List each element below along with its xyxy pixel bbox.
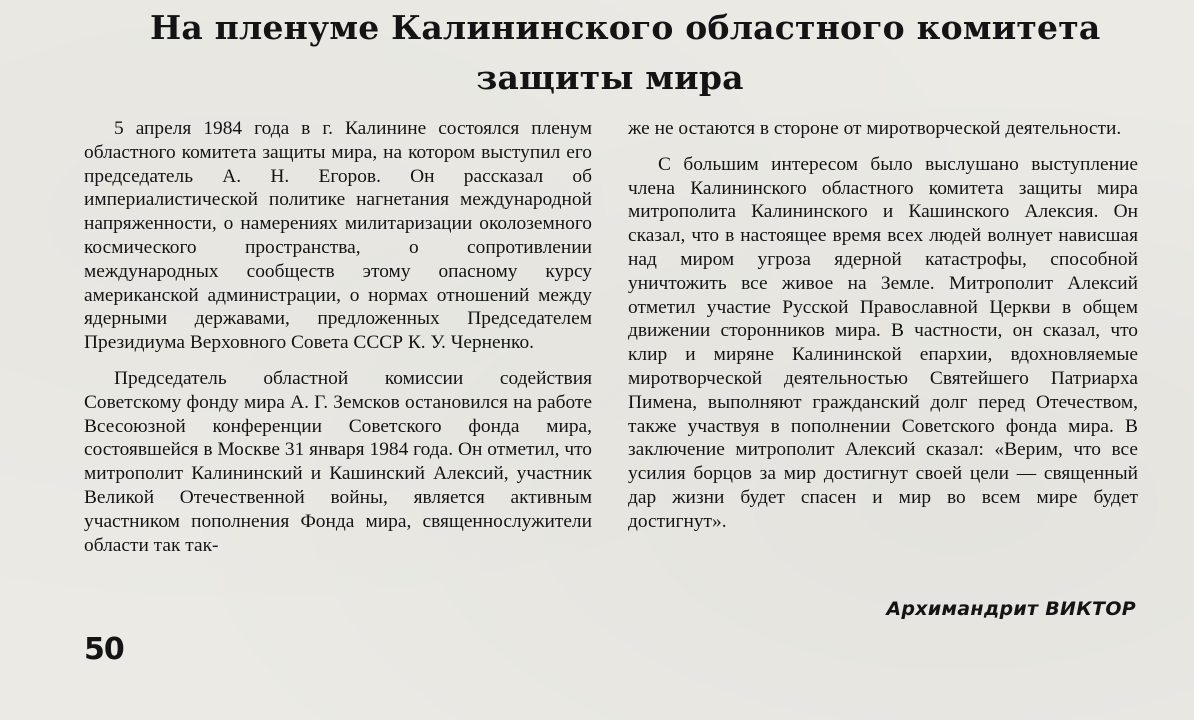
- author-signature: Архимандрит ВИКТОР: [886, 598, 1136, 620]
- paragraph-plenum-report: 5 апреля 1984 года в г. Калинине состоялся пленум областного комитета защиты мира, на котором выступил его председатель А. Н. Егоров. Он рассказал об империалистической политике нагнетания международной напряженности, о намерениях милитаризации околоземного космического пространства, о сопротивлении международных сообществ этому опасному курсу американской администрации, о нормах отношений между ядерными державами, предложенных Председателем Президиума Верховного Совета СССР К. У. Черненко.: [84, 118, 592, 354]
- paragraph-continuation: же не остаются в стороне от миротворческой деятельности.: [628, 118, 1122, 139]
- paragraph-zemskov-report: Председатель областной комиссии содействия Советскому фонду мира А. Г. Земсков остановился на работе Всесоюзной конференции Советского фонда мира, состоявшейся в Москве 31 января 1984 года. Он отметил, что митрополит Калининский и Кашинский Алексий, участник Великой Отечественной войны, является активным участником пополнения Фонда мира, священнослужители области так так-: [84, 367, 592, 556]
- left-column: [84, 117, 592, 557]
- right-column: [628, 117, 1138, 534]
- paragraph-metropolitan-speech: С большим интересом было выслушано выступление члена Калининского областного комитета защиты мира митрополита Калининского и Кашинского Алексия. Он сказал, что в настоящее время всех людей волнует нависшая над миром угроза ядерной катастрофы, способной уничтожить все живое на Земле. Митрополит Алексий отметил участие Русской Православной Церкви в общем движении сторонников мира. В частности, он сказал, что клир и миряне Калининской епархии, вдохновляемые миротворческой деятельностью Святейшего Патриарха Пимена, выполняют гражданский долг перед Отечеством, также участвуя в пополнении Советского фонда мира. В заключение митрополит Алексий сказал: «Верим, что все усилия борцов за мир достигнут своей цели — священный дар жизни будет спасен и мир во всем мире будет достигнут».: [628, 153, 1138, 532]
- page-number: 50: [84, 632, 124, 667]
- article-title-line-2: защиты мира: [476, 58, 744, 97]
- article-title-line-1: На пленуме Калининского областного комитета: [150, 8, 1101, 47]
